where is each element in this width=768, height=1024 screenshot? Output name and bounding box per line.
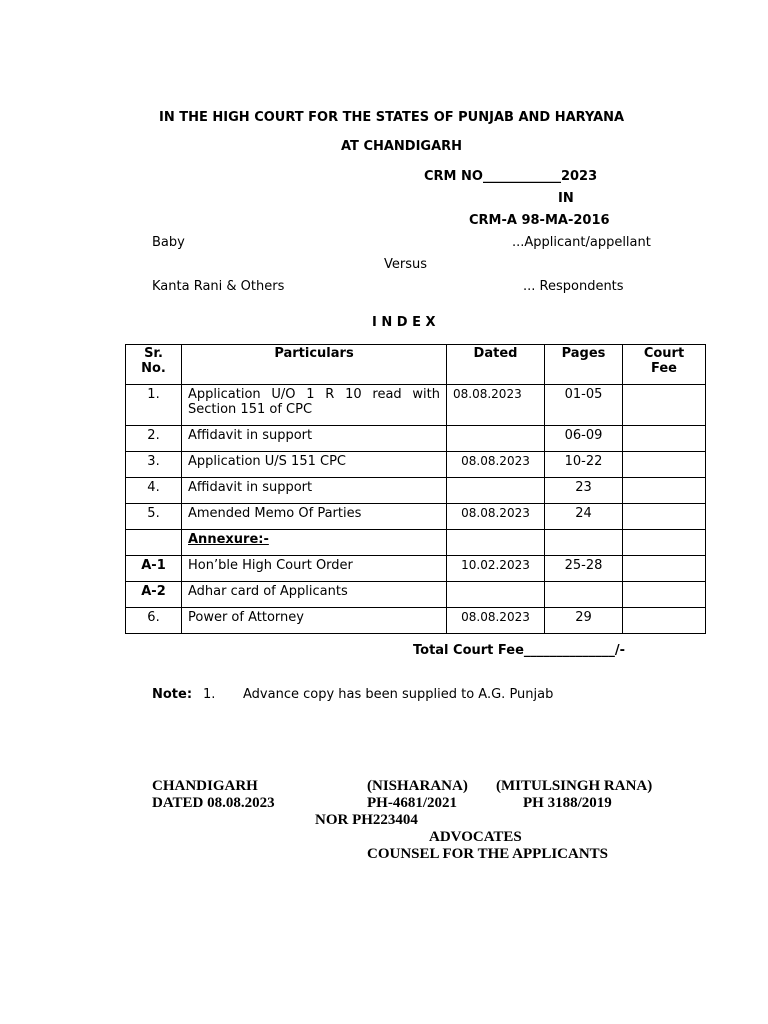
in-label: IN <box>558 191 574 206</box>
col-header-dated: Dated <box>447 345 545 385</box>
col-header-court-fee: Court Fee <box>623 345 706 385</box>
col-header-pages: Pages <box>545 345 623 385</box>
advocate1-reg: PH-4681/2021 <box>367 795 457 811</box>
cell-court-fee <box>623 530 706 556</box>
advocates-label: ADVOCATES <box>429 829 522 845</box>
advocate1-name: (NISHARANA) <box>367 778 468 794</box>
index-title: I N D E X <box>372 315 436 330</box>
cell-particulars: Power of Attorney <box>182 608 447 634</box>
case-number: CRM-A 98-MA-2016 <box>469 213 610 228</box>
table-row <box>126 504 706 530</box>
versus-label: Versus <box>384 257 428 272</box>
cell-particulars: Application U/S 151 CPC <box>182 452 447 478</box>
table-row <box>126 530 706 556</box>
cell-court-fee <box>623 478 706 504</box>
respondent-name: Kanta Rani & Others <box>152 279 285 294</box>
cell-particulars: Application U/O 1 R 10 read with Section 151 of CPC <box>182 385 447 426</box>
cell-particulars: Adhar card of Applicants <box>182 582 447 608</box>
cell-dated: 08.08.2023 <box>447 385 545 426</box>
cell-particulars: Hon’ble High Court Order <box>182 556 447 582</box>
cell-sr <box>126 530 182 556</box>
court-heading: IN THE HIGH COURT FOR THE STATES OF PUNJAB AND HARYANA <box>159 110 625 125</box>
cell-pages: 29 <box>545 608 623 634</box>
cell-court-fee <box>623 504 706 530</box>
table-row <box>126 426 706 452</box>
cell-pages: 24 <box>545 504 623 530</box>
footer-place: CHANDIGARH <box>152 778 258 794</box>
cell-dated: 08.08.2023 <box>447 608 545 634</box>
cell-pages: 10-22 <box>545 452 623 478</box>
table-row <box>126 582 706 608</box>
note-label: Note: <box>152 687 193 702</box>
cell-pages: 25-28 <box>545 556 623 582</box>
cell-dated: 10.02.2023 <box>447 556 545 582</box>
cell-pages: 01-05 <box>545 385 623 426</box>
table-row <box>126 608 706 634</box>
cell-sr: 4. <box>126 478 182 504</box>
cell-dated: 08.08.2023 <box>447 504 545 530</box>
cell-particulars: Affidavit in support <box>182 426 447 452</box>
cell-dated: 08.08.2023 <box>447 452 545 478</box>
cell-court-fee <box>623 452 706 478</box>
cell-sr: 1. <box>126 385 182 426</box>
cell-court-fee <box>623 582 706 608</box>
cell-sr: 5. <box>126 504 182 530</box>
cell-sr: A-2 <box>126 582 182 608</box>
cell-pages: 23 <box>545 478 623 504</box>
table-row <box>126 452 706 478</box>
advocate3-reg: NOR PH223404 <box>315 812 418 828</box>
cell-sr: 3. <box>126 452 182 478</box>
cell-sr: 6. <box>126 608 182 634</box>
cell-court-fee <box>623 426 706 452</box>
cell-dated <box>447 478 545 504</box>
advocate2-reg: PH 3188/2019 <box>523 795 612 811</box>
cell-court-fee <box>623 608 706 634</box>
index-table <box>125 344 706 634</box>
cell-court-fee <box>623 556 706 582</box>
cell-dated <box>447 582 545 608</box>
cell-pages <box>545 530 623 556</box>
col-header-sr: Sr. No. <box>126 345 182 385</box>
table-row <box>126 385 706 426</box>
note-number: 1. <box>203 687 216 702</box>
cell-sr: A-1 <box>126 556 182 582</box>
applicant-name: Baby <box>152 235 185 250</box>
counsel-label: COUNSEL FOR THE APPLICANTS <box>367 846 609 862</box>
cell-sr: 2. <box>126 426 182 452</box>
cell-dated <box>447 530 545 556</box>
respondent-role: ... Respondents <box>523 279 624 294</box>
table-row <box>126 556 706 582</box>
advocate2-name: (MITULSINGH RANA) <box>496 778 653 794</box>
cell-pages: 06-09 <box>545 426 623 452</box>
cell-annexure-heading: Annexure:- <box>182 530 447 556</box>
cell-court-fee <box>623 385 706 426</box>
applicant-role: ...Applicant/appellant <box>512 235 651 250</box>
court-place: AT CHANDIGARH <box>341 139 463 154</box>
cell-dated <box>447 426 545 452</box>
cell-particulars: Amended Memo Of Parties <box>182 504 447 530</box>
table-row <box>126 478 706 504</box>
cell-pages <box>545 582 623 608</box>
note-text: Advance copy has been supplied to A.G. Punjab <box>243 687 554 702</box>
total-court-fee: Total Court Fee______________/- <box>413 643 626 658</box>
col-header-particulars: Particulars <box>182 345 447 385</box>
footer-date: DATED 08.08.2023 <box>152 795 275 811</box>
crm-number: CRM NO____________2023 <box>424 169 598 184</box>
cell-particulars: Affidavit in support <box>182 478 447 504</box>
table-header-row <box>126 345 706 385</box>
